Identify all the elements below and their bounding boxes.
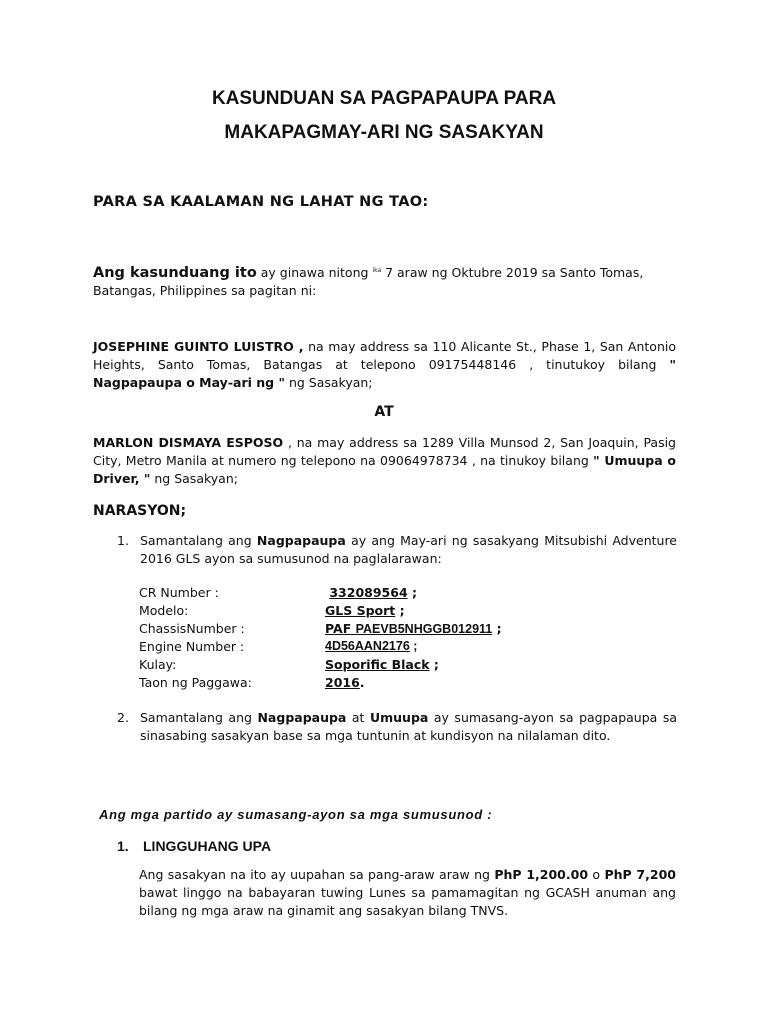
spec-label: CR Number : (139, 585, 219, 600)
spec-label: ChassisNumber : (139, 621, 245, 636)
spec-label: Taon ng Paggawa: (139, 675, 252, 690)
item2-number: 2. (117, 710, 129, 725)
party1-role: " Nagpapaupa o May-ari ng " (93, 357, 676, 390)
item1-bold1: Nagpapaupa (256, 533, 346, 548)
party2-paragraph (93, 434, 676, 488)
party1-text1: na may address sa 110 Alicante St., Phase 1, San Antonio Heights, Santo Tomas, Batangas at telepono 09175448146 , tinutukoy bilang (93, 339, 676, 372)
party2-text2: ng Sasakyan; (150, 471, 238, 486)
spec-suffix: ; (395, 603, 405, 618)
spec-suffix: . (359, 675, 365, 690)
item2-text3: ay sumasang-ayon sa pagpapaupa sa sinasabing sasakyan base sa mga tuntunin at kundisyon na nilalaman dito. (140, 710, 678, 743)
rent-amount-weekly: PhP 7,200 (604, 867, 676, 882)
intro-superscript: ika (372, 267, 382, 274)
party2-role: " Umuupa o Driver, " (93, 453, 676, 486)
spec-value-text: 332089564 (329, 585, 408, 600)
spec-suffix: ; (407, 585, 417, 600)
rent-text1: Ang sasakyan na ito ay uupahan sa pang-araw araw ng (139, 867, 495, 882)
spec-value (325, 657, 439, 672)
item2-text1: Samantalang ang (140, 710, 258, 725)
spec-suffix: ; (429, 657, 439, 672)
spec-value-text: 2016 (325, 675, 360, 690)
spec-value (325, 621, 502, 636)
section-1-number: 1. (117, 838, 129, 854)
spec-suffix: ; (409, 639, 418, 653)
rent-amount-daily: PhP 1,200.00 (494, 867, 589, 882)
spec-label: Engine Number : (139, 639, 245, 654)
spec-value-text: Soporific Black (325, 657, 430, 672)
document-title-line1: KASUNDUAN SA PAGPAPAUPA PARA (211, 88, 557, 109)
spec-value (325, 675, 365, 690)
spec-value-text: 4D56AAN2176 (325, 639, 410, 653)
item2-text (140, 709, 677, 745)
intro-lead: Ang kasunduang ito (93, 265, 257, 282)
intro-text: ay ginawa nitong (256, 265, 373, 281)
intro-paragraph (93, 262, 676, 300)
rent-text2: o (588, 867, 605, 882)
narration-item-1 (117, 532, 677, 568)
item1-number: 1. (117, 533, 129, 548)
document-title-line2: MAKAPAGMAY-ARI NG SASAKYAN (224, 122, 544, 143)
item2-bold2: Umuupa (369, 710, 429, 725)
item1-text2: ay ang May-ari ng sasakyang Mitsubishi Adventure 2016 GLS ayon sa sumusunod na paglalarawan: (140, 533, 678, 566)
party2-name: MARLON DISMAYA ESPOSO (93, 435, 284, 450)
section-1-heading (117, 838, 271, 854)
rent-text3: bawat linggo na babayaran tuwing Lunes sa pamamagitan ng GCASH anuman ang bilang ng mga araw na ginamit ang sasakyan bilang TNVS. (139, 885, 676, 918)
item2-bold1: Nagpapaupa (257, 710, 347, 725)
spec-prefix: PAF (325, 621, 356, 636)
spec-value (325, 603, 405, 618)
spec-value-main: PAEVB5NHGGB012911 (355, 622, 493, 636)
party2-text1: , na may address sa 1289 Villa Munsod 2, San Joaquin, Pasig City, Metro Manila at numero ng telepono na 09064978734 , na tinukoy bilang (93, 435, 676, 468)
agreement-heading: Ang mga partido ay sumasang-ayon sa mga sumusunod : (99, 807, 493, 822)
party1-text2: ng Sasakyan; (284, 375, 373, 390)
item2-text2: at (346, 710, 370, 725)
item1-text (140, 532, 677, 568)
party1-name: JOSEPHINE GUINTO LUISTRO , (93, 339, 304, 354)
section-1-title: LINGGUHANG UPA (143, 838, 272, 854)
narration-item-2 (117, 709, 677, 745)
party1-paragraph (93, 338, 676, 392)
opening-heading: PARA SA KAALAMAN NG LAHAT NG TAO: (93, 194, 429, 210)
spec-value-text: GLS Sport (325, 603, 396, 618)
item1-text1: Samantalang ang (140, 533, 257, 548)
spec-value (325, 639, 417, 653)
spec-label: Kulay: (139, 657, 177, 672)
narasyon-heading: NARASYON; (93, 503, 187, 519)
spec-value-text (325, 621, 492, 636)
intro-text2: 7 araw ng Oktubre 2019 sa Santo Tomas, Batangas, Philippines sa pagitan ni: (93, 265, 644, 299)
spec-label: Modelo: (139, 603, 189, 618)
at-separator: AT (374, 404, 394, 420)
rent-paragraph (139, 866, 676, 920)
spec-value (325, 585, 417, 600)
spec-suffix: ; (492, 621, 502, 636)
